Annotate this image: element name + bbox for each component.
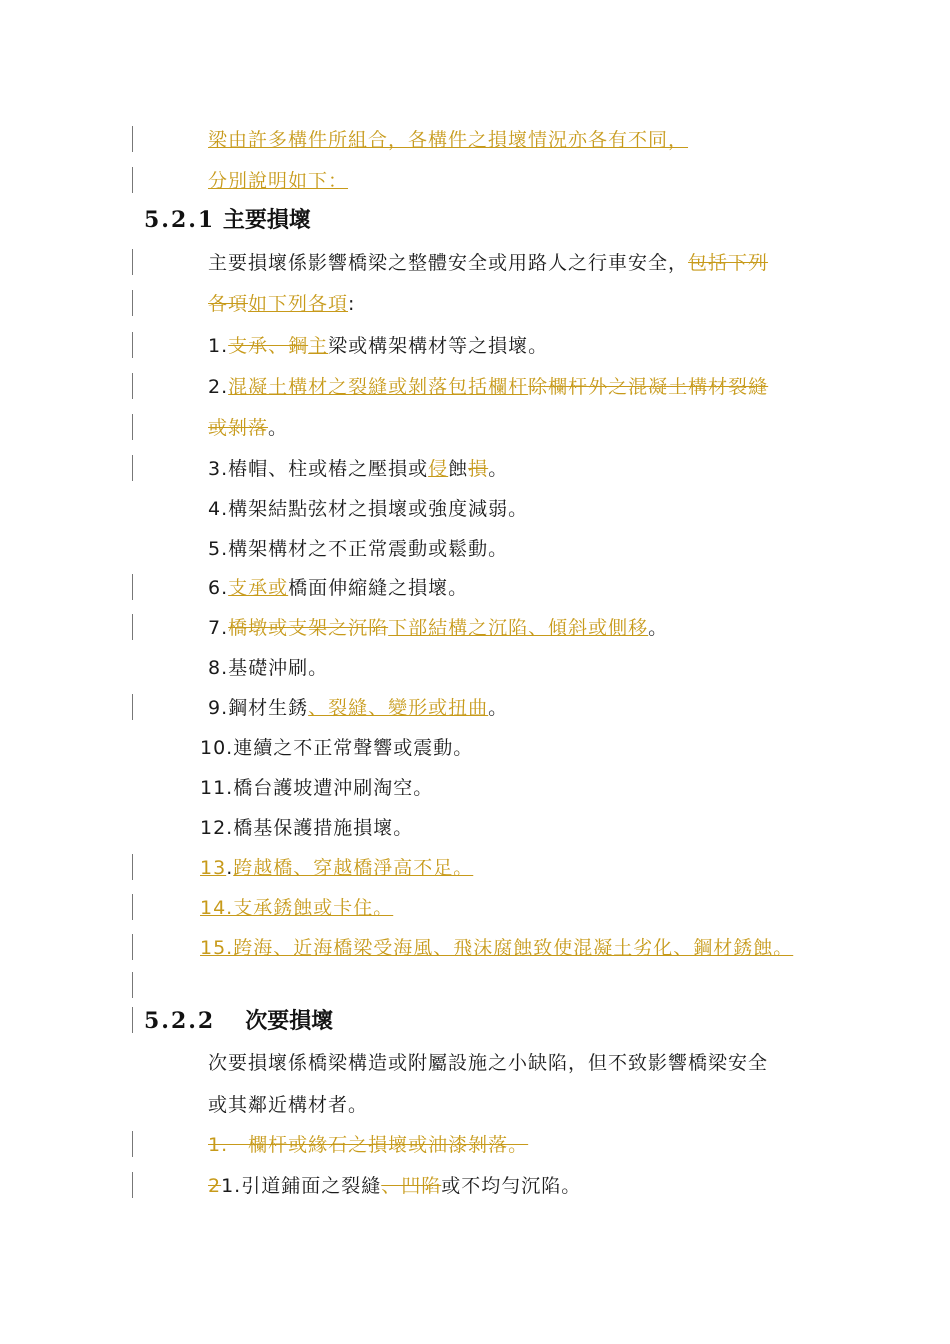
change-bar — [132, 1007, 133, 1033]
change-bar — [132, 574, 133, 600]
change-bar — [132, 332, 133, 358]
deleted-text: 包括下列 — [688, 252, 769, 274]
change-bar — [132, 614, 133, 640]
section-heading-5-2-2 — [144, 1008, 333, 1034]
inserted-text: 跨越橋、穿越橋淨高不足。 — [233, 857, 474, 879]
deleted-text: 1. 欄杆或緣石之損壞或油漆剝落。 — [208, 1134, 529, 1156]
item-number: 1. — [208, 335, 229, 357]
change-bar — [132, 694, 133, 720]
change-bar — [132, 894, 133, 920]
change-bar — [132, 455, 133, 481]
section2-item-1 — [208, 1174, 581, 1198]
section2-para-line-1 — [208, 1051, 768, 1075]
change-bar — [132, 373, 133, 399]
change-bar — [132, 290, 133, 316]
list-item-5 — [208, 537, 508, 561]
inserted-text: 梁由許多構件所組合，各構件之損壞情況亦各有不同， — [208, 129, 689, 151]
inserted-text: 下部結構之沉陷、傾斜或側移 — [388, 617, 649, 639]
deleted-text: 橋墩或支架之沉陷 — [228, 617, 389, 639]
deleted-text: 2 — [208, 1175, 222, 1197]
inserted-text: 混凝土構材之裂縫或剝落包括欄杆 — [228, 376, 529, 398]
inserted-text: 15.跨海、近海橋梁受海風、飛沫腐蝕致使混凝土劣化、鋼材銹蝕。 — [200, 937, 794, 959]
list-item-2 — [208, 375, 768, 399]
item-text: 11.橋台護坡遭沖刷淘空。 — [200, 777, 434, 799]
item-text: 12.橋基保護措施損壞。 — [200, 817, 414, 839]
list-item-4 — [208, 497, 528, 521]
list-item-14 — [200, 896, 393, 920]
inserted-text: 支承或 — [228, 577, 289, 599]
item-text: 橋面伸縮縫之損壞。 — [288, 577, 469, 599]
change-bar — [132, 1131, 133, 1157]
item-text: 或不均勻沉陷。 — [441, 1175, 582, 1197]
list-item-2-cont — [208, 416, 288, 440]
item-text: 蝕 — [448, 458, 469, 480]
list-item-11 — [200, 776, 433, 800]
inserted-text: 主 — [308, 335, 329, 357]
list-item-6 — [208, 576, 468, 600]
para-text: 主要損壞係影響橋梁之整體安全或用路人之行車安全， — [208, 252, 689, 274]
change-bar — [132, 1172, 133, 1198]
list-item-8 — [208, 656, 328, 680]
list-item-12 — [200, 816, 413, 840]
list-item-15 — [200, 936, 793, 960]
deleted-text: 各項 — [208, 293, 249, 315]
section-number: 5.2.2 — [144, 1008, 216, 1034]
item-text: 。 — [488, 458, 509, 480]
item-text: 3.樁帽、柱或樁之壓損或 — [208, 458, 429, 480]
inserted-text: 侵 — [428, 458, 449, 480]
inserted-text: 14.支承銹蝕或卡住。 — [200, 897, 394, 919]
deleted-text: 支承、鋼 — [228, 335, 309, 357]
para-text: : — [348, 293, 356, 315]
inserted-text: 分別說明如下： — [208, 170, 349, 192]
section2-para-line-2 — [208, 1093, 368, 1117]
change-bar — [132, 126, 133, 152]
section-title: 主要損壞 — [222, 207, 311, 233]
change-bar — [132, 934, 133, 960]
section1-para-line-1 — [208, 251, 768, 275]
item-text: 1.引道鋪面之裂縫 — [221, 1175, 382, 1197]
item-text: 10.連續之不正常聲響或震動。 — [200, 737, 474, 759]
item-text: 。 — [488, 697, 509, 719]
deleted-text: 或剝落 — [208, 417, 269, 439]
item-number: 2. — [208, 376, 229, 398]
change-bar — [132, 249, 133, 275]
deleted-text: 除欄杆外之混凝土構材裂縫 — [528, 376, 769, 398]
item-number: 6. — [208, 577, 229, 599]
section1-para-line-2 — [208, 292, 355, 316]
item-text: 。 — [648, 617, 669, 639]
change-bar — [132, 414, 133, 440]
list-item-3 — [208, 457, 508, 481]
section-number: 5.2.1 — [144, 207, 216, 233]
list-item-7 — [208, 616, 668, 640]
change-bar — [132, 854, 133, 880]
list-item-1 — [208, 334, 548, 358]
section2-deleted-item — [208, 1133, 528, 1157]
section-heading-5-2-1 — [144, 207, 311, 233]
intro-line-2 — [208, 169, 348, 193]
list-item-13 — [200, 856, 473, 880]
item-text: 8.基礎沖刷。 — [208, 657, 329, 679]
intro-line-1 — [208, 128, 688, 152]
item-text: 4.構架結點弦材之損壞或強度減弱。 — [208, 498, 529, 520]
inserted-text: 如下列各項 — [248, 293, 349, 315]
inserted-text: 、裂縫、變形或扭曲 — [308, 697, 489, 719]
inserted-text: 13 — [200, 857, 227, 879]
list-item-10 — [200, 736, 473, 760]
deleted-text: 、凹陷 — [381, 1175, 442, 1197]
change-bar — [132, 167, 133, 193]
item-text: 。 — [268, 417, 289, 439]
deleted-text: 損 — [468, 458, 489, 480]
item-text: 梁或構架構材等之損壞。 — [328, 335, 549, 357]
para-text: 次要損壞係橋梁構造或附屬設施之小缺陷，但不致影響橋梁安全 — [208, 1052, 769, 1074]
item-text: 9.鋼材生銹 — [208, 697, 309, 719]
section-title: 次要損壞 — [245, 1008, 334, 1034]
list-item-9 — [208, 696, 508, 720]
para-text: 或其鄰近構材者。 — [208, 1094, 369, 1116]
item-number: 7. — [208, 617, 229, 639]
change-bar — [132, 972, 133, 998]
item-text: . — [226, 857, 234, 879]
item-text: 5.構架構材之不正常震動或鬆動。 — [208, 538, 509, 560]
